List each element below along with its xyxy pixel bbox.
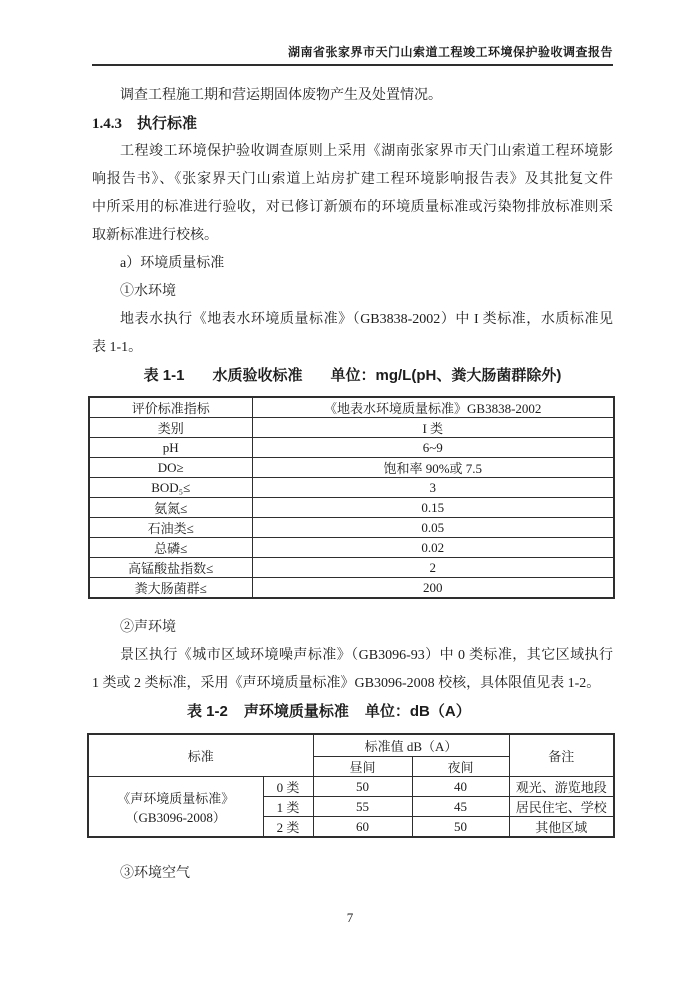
standards-paragraph-line: 工程竣工环境保护验收调查原则上采用《湖南张家界市天门山索道工程环境影	[120, 144, 613, 159]
table-1-2-caption-id: 表 1-2	[187, 703, 228, 720]
noise-standard-name-line: （GB3096-2008）	[125, 809, 226, 825]
noise-paragraph	[92, 642, 613, 698]
table-1-1-caption-title: 水质验收标准	[212, 367, 303, 384]
standards-paragraph-line: 响报告书》、《张家界天门山索道上站房扩建工程环境影响报告表》及其批复文件	[92, 172, 613, 187]
table-header-row	[88, 734, 614, 757]
intro-paragraph: 调查工程施工期和营运期固体废物产生及处置情况。	[120, 88, 442, 103]
table-1-1-caption	[92, 362, 613, 390]
water-env-label: ①水环境	[120, 284, 176, 299]
table-row	[89, 518, 614, 538]
table-row	[89, 538, 614, 558]
section-heading: 1.4.3 执行标准	[92, 116, 198, 132]
noise-row-class: 1 类	[263, 797, 313, 817]
water-row-label: BOD₅≤	[89, 478, 252, 498]
header-title: 湖南省张家界市天门山索道工程竣工环境保护验收调查报告	[287, 45, 613, 59]
table-1-2-caption-unit: 单位：dB（A）	[364, 703, 471, 720]
water-row-label: pH	[89, 438, 252, 458]
noise-paragraph-line: 1 类或 2 类标准，采用《声环境质量标准》GB3096-2008 校核，具体限值见表 1-2。	[92, 676, 601, 691]
water-row-value: 饱和率 90%或 7.5	[252, 458, 614, 478]
water-row-label: 评价标准指标	[89, 397, 252, 418]
water-row-label: 总磷≤	[89, 538, 252, 558]
water-row-label: 高锰酸盐指数≤	[89, 558, 252, 578]
noise-row-day: 60	[313, 817, 412, 838]
subsection-a-label: a）环境质量标准	[120, 256, 225, 271]
table-row	[89, 438, 614, 458]
standards-paragraph	[92, 138, 613, 250]
water-row-value: 2	[252, 558, 614, 578]
water-row-value: 6~9	[252, 438, 614, 458]
water-row-value: 0.02	[252, 538, 614, 558]
noise-paragraph-line: 景区执行《城市区域环境噪声标准》（GB3096-93）中 0 类标准，其它区域执行	[120, 648, 613, 663]
standards-paragraph-line: 中所采用的标准进行验收，对已修订新颁布的环境质量标准或污染物排放标准则采	[92, 200, 613, 215]
noise-row-night: 50	[412, 817, 509, 838]
table-row	[89, 498, 614, 518]
water-paragraph-line: 表 1-1。	[92, 340, 143, 355]
noise-row-night: 45	[412, 797, 509, 817]
water-row-label: 粪大肠菌群≤	[89, 578, 252, 599]
noise-row-class: 2 类	[263, 817, 313, 838]
noise-row-note: 居民住宅、学校	[509, 797, 614, 817]
noise-row-night: 40	[412, 777, 509, 797]
table-row	[88, 777, 614, 797]
table-row	[89, 478, 614, 498]
water-paragraph-line: 地表水执行《地表水环境质量标准》（GB3838-2002）中 I 类标准，水质标准见	[120, 312, 613, 327]
noise-row-note: 观光、游览地段	[509, 777, 614, 797]
table-row	[89, 458, 614, 478]
water-row-label: DO≥	[89, 458, 252, 478]
page-content	[92, 82, 613, 888]
noise-header-night: 夜间	[412, 757, 509, 777]
noise-header-standard: 标准	[88, 734, 313, 777]
noise-row-class: 0 类	[263, 777, 313, 797]
water-row-label: 氨氮≤	[89, 498, 252, 518]
table-1-2-caption	[92, 698, 613, 726]
table-row	[89, 397, 614, 418]
table-1-1-caption-id: 表 1-1	[143, 367, 185, 384]
water-row-value: 0.05	[252, 518, 614, 538]
noise-header-note: 备注	[509, 734, 614, 777]
water-row-value: 《地表水环境质量标准》GB3838-2002	[252, 397, 614, 418]
noise-header-value-title: 标准值 dB（A）	[313, 734, 509, 757]
water-row-value: 3	[252, 478, 614, 498]
water-paragraph	[92, 306, 613, 362]
noise-row-day: 50	[313, 777, 412, 797]
water-row-value: 200	[252, 578, 614, 599]
water-row-value: I 类	[252, 418, 614, 438]
page-number: 7	[346, 910, 354, 925]
noise-standard-name	[88, 777, 263, 838]
air-env-label: ③环境空气	[120, 866, 190, 881]
noise-header-day: 昼间	[313, 757, 412, 777]
table-row	[89, 418, 614, 438]
table-1-1-caption-unit: 单位：mg/L(pH、粪大肠菌群除外)	[330, 367, 562, 384]
noise-env-label: ②声环境	[120, 620, 176, 635]
table-row	[89, 558, 614, 578]
noise-standard-table	[87, 733, 615, 838]
noise-row-note: 其他区域	[509, 817, 614, 838]
water-row-label: 类别	[89, 418, 252, 438]
standards-paragraph-line: 取新标准进行校核。	[92, 228, 218, 243]
table-row	[89, 578, 614, 599]
table-1-2-caption-title: 声环境质量标准	[243, 703, 349, 720]
water-row-label: 石油类≤	[89, 518, 252, 538]
water-quality-table	[88, 396, 615, 599]
water-row-value: 0.15	[252, 498, 614, 518]
noise-row-day: 55	[313, 797, 412, 817]
page-header	[92, 44, 613, 66]
noise-standard-name-line: 《声环境质量标准》	[117, 790, 235, 806]
